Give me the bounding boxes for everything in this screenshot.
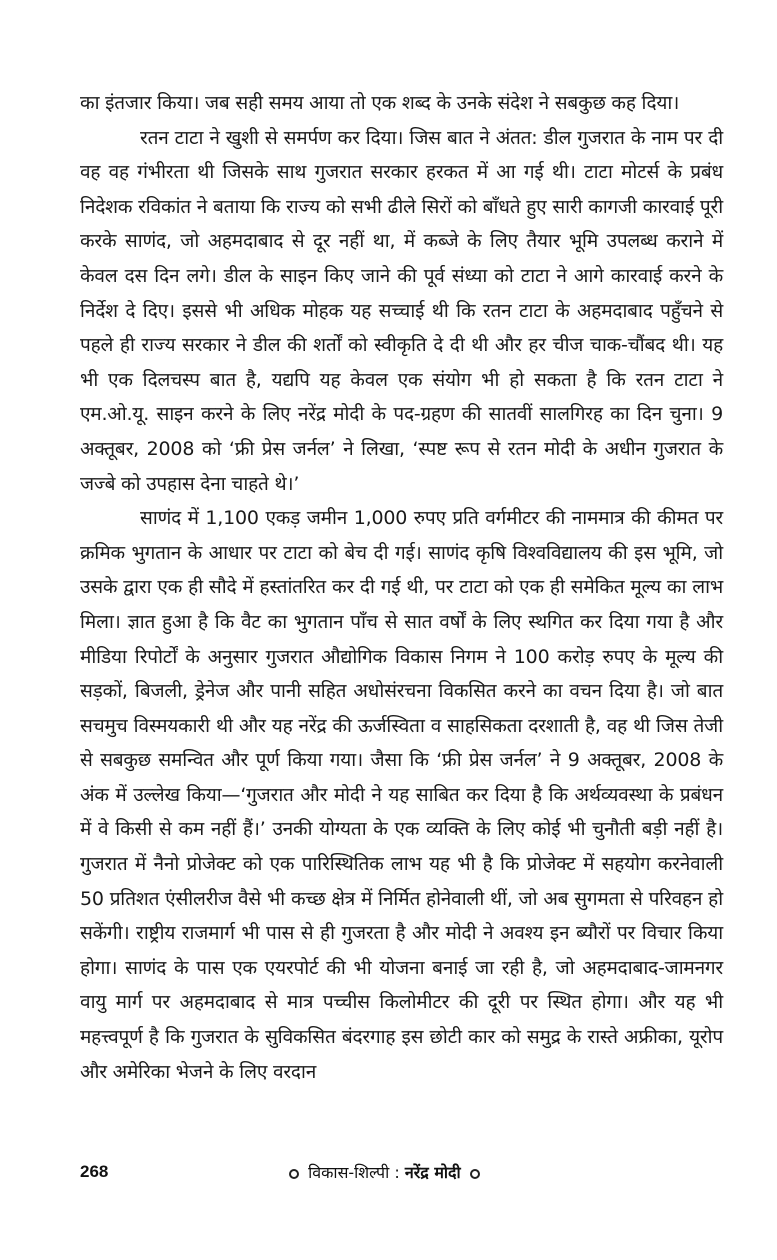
book-title: विकास-शिल्पी : (308, 1163, 400, 1182)
page-body (80, 86, 723, 1089)
paragraph-1: का इंतजार किया। जब सही समय आया तो एक शब्द के उनके संदेश ने सबकुछ कह दिया। (80, 92, 680, 114)
paragraph-3: साणंद में 1,100 एकड़ जमीन 1,000 रुपए प्रति वर्गमीटर की नाममात्र की कीमत पर क्रमिक भुगतान के आधार पर टाटा को बेच दी गई। साणंद कृषि विश्वविद्यालय की इस भूमि, जो उसके द्वारा एक ही सौदे में हस्तांतरित कर दी गई थी, पर टाटा को एक ही समेकित मूल्य का लाभ मिला। ज्ञात हुआ है कि वैट का भुगतान पाँच से सात वर्षों के लिए स्थगित कर दिया गया है और मीडिया रिपोर्टों के अनुसार गुजरात औद्योगिक विकास निगम ने 100 करोड़ रुपए के मूल्य की सड़कों, बिजली, ड्रेनेज और पानी सहित अधोसंरचना विकसित करने का वचन दिया है। जो बात सचमुच विस्मयकारी थी और यह नरेंद्र की ऊर्जस्विता व साहसिकता दरशाती है, वह थी जिस तेजी से सबकुछ समन्वित और पूर्ण किया गया। जैसा कि ‘फ्री प्रेस जर्नल’ ने 9 अक्तूबर, 2008 के अंक में उल्लेख किया—‘गुजरात और मोदी ने यह साबित कर दिया है कि अर्थव्यवस्था के प्रबंधन में वे किसी से कम नहीं हैं।’ उनकी योग्यता के एक व्यक्ति के लिए कोई भी चुनौती बड़ी नहीं है। गुजरात में नैनो प्रोजेक्ट को एक पारिस्थितिक लाभ यह भी है कि प्रोजेक्ट में सहयोग करनेवाली 50 प्रतिशत एंसीलरीज वैसे भी कच्छ क्षेत्र में निर्मित होनेवाली थीं, जो अब सुगमता से परिवहन हो सकेंगी। राष्ट्रीय राजमार्ग भी पास से ही गुजरता है और मोदी ने अवश्य इन ब्यौरों पर विचार किया होगा। साणंद के पास एक एयरपोर्ट की भी योजना बनाई जा रही है, जो अहमदाबाद-जामनगर वायु मार्ग पर अहमदाबाद से मात्र पच्चीस किलोमीटर की दूरी पर स्थित होगा। और यह भी महत्त्वपूर्ण है कि गुजरात के सुविकसित बंदरगाह इस छोटी कार को समुद्र के रास्ते अफ्रीका, यूरोप और अमेरिका भेजने के लिए वरदान (80, 507, 724, 1083)
ornament-right-icon (470, 1169, 480, 1179)
author-name: नरेंद्र मोदी (404, 1163, 461, 1182)
paragraph-2: रतन टाटा ने खुशी से समर्पण कर दिया। जिस बात ने अंतत: डील गुजरात के नाम पर दी वह वह गंभीरता थी जिसके साथ गुजरात सरकार हरकत में आ गई थी। टाटा मोटर्स के प्रबंध निदेशक रविकांत ने बताया कि राज्य को सभी ढीले सिरों को बाँधते हुए सारी कागजी कारवाई पूरी करके साणंद, जो अहमदाबाद से दूर नहीं था, में कब्जे के लिए तैयार भूमि उपलब्ध कराने में केवल दस दिन लगे। डील के साइन किए जाने की पूर्व संध्या को टाटा ने आगे कारवाई करने के निर्देश दे दिए। इससे भी अधिक मोहक यह सच्चाई थी कि रतन टाटा के अहमदाबाद पहुँचने से पहले ही राज्य सरकार ने डील की शर्तों को स्वीकृति दे दी थी और हर चीज चाक-चौंबद थी। यह भी एक दिलचस्प बात है, यद्यपि यह केवल एक संयोग भी हो सकता है कि रतन टाटा ने एम.ओ.यू. साइन करने के लिए नरेंद्र मोदी के पद-ग्रहण की सातवीं सालगिरह का दिन चुना। 9 अक्तूबर, 2008 को ‘फ्री प्रेस जर्नल’ ने लिखा, ‘स्पष्ट रूप से रतन मोदी के अधीन गुजरात के जज्बे को उपहास देना चाहते थे।’ (80, 126, 724, 495)
page-footer (80, 1162, 723, 1186)
ornament-left-icon (289, 1169, 299, 1179)
page-number: 268 (80, 1162, 109, 1181)
running-title (285, 1161, 484, 1183)
